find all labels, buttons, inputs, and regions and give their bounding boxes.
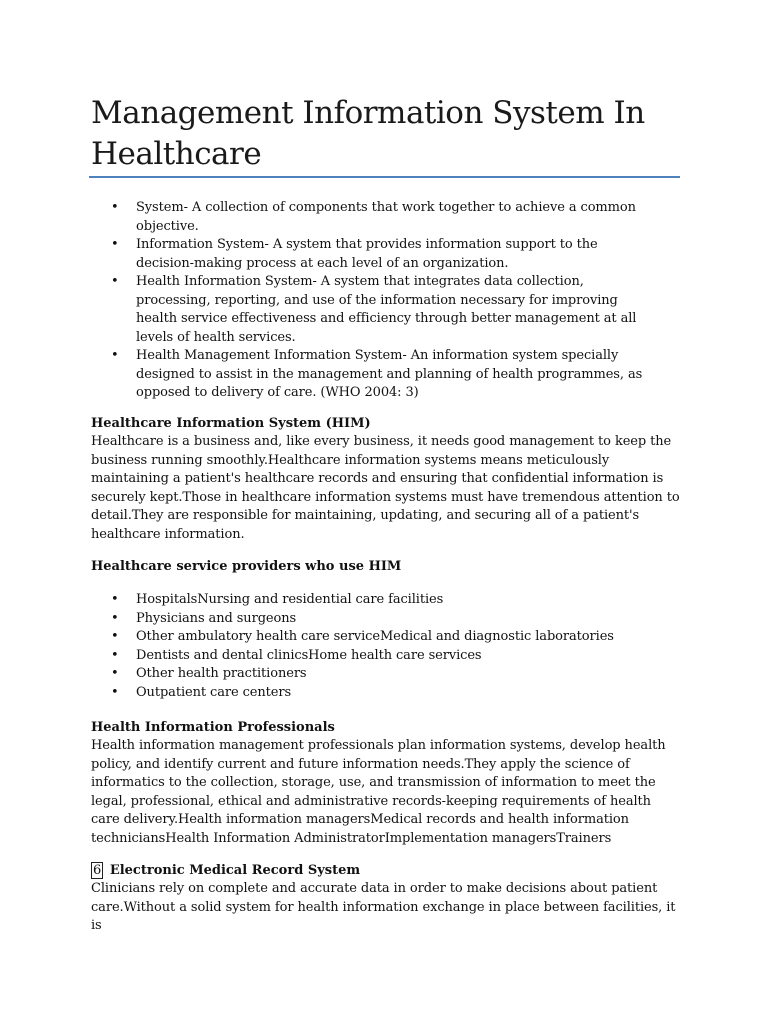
paragraph-emr: Clinicians rely on complete and accurate data in order to make decisions about patient care.Without a solid system for health information exchange in place between facilities, it is (91, 881, 676, 933)
providers-list (91, 591, 659, 702)
list-item: • Physicians and surgeons (91, 610, 659, 629)
list-item: • Dentists and dental clinicsHome health care services (91, 647, 659, 666)
title-underline (89, 176, 680, 178)
definitions-list (91, 199, 659, 403)
section-heading-professionals: Health Information Professionals (91, 720, 335, 735)
list-item: • Other health practitioners (91, 665, 659, 684)
section-heading-him: Healthcare Information System (HIM) (91, 416, 371, 431)
page-number-marker: 6 (93, 863, 102, 878)
list-item: • System- A collection of components that work together to achieve a common objective. (91, 199, 659, 236)
list-item: • Health Information System- A system that integrates data collection, processing, reporting, and use of the information necessary for improving health service effectiveness and efficiency through better management at all levels of health services. (91, 273, 659, 347)
section-heading-emr-text: Electronic Medical Record System (109, 863, 361, 878)
page-title: Management Information System In Healthcare (91, 95, 645, 172)
list-item: • Outpatient care centers (91, 684, 659, 703)
list-item: • Health Management Information System- An information system specially designed to assist in the management and planning of health programmes, as opposed to delivery of care. (WHO 2004: 3) (91, 347, 659, 403)
list-item: • Other ambulatory health care serviceMedical and diagnostic laboratories (91, 628, 659, 647)
paragraph-professionals: Health information management professionals plan information systems, develop health policy, and identify current and future information needs.They apply the science of informatics to the collection, storage, use, and transmission of information to meet the legal, professional, ethical and administrative records-keeping requirements of health care delivery.Health information managersMedical records and health information techniciansHealth Information AdministratorImplementation managersTrainers (91, 738, 666, 846)
section-heading-emr (91, 862, 681, 881)
section-heading-providers: Healthcare service providers who use HIM (91, 559, 402, 574)
list-item: • Information System- A system that provides information support to the decision-making process at each level of an organization. (91, 236, 659, 273)
paragraph-him: Healthcare is a business and, like every business, it needs good management to keep the business running smoothly.Healthcare information systems means meticulously maintaining a patient's healthcare records and ensuring that confidential information is securely kept.Those in healthcare information systems must have tremendous attention to detail.They are responsible for maintaining, updating, and securing all of a patient's healthcare information. (91, 434, 680, 542)
list-item: • HospitalsNursing and residential care facilities (91, 591, 659, 610)
